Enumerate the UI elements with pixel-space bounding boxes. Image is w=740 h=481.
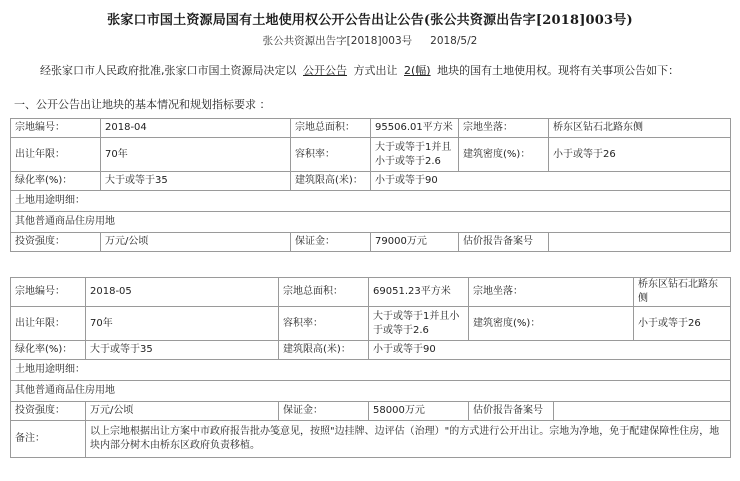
label-deposit: 保证金：: [279, 402, 369, 421]
label-plot-number: 宗地编号：: [11, 119, 101, 138]
plot-count: 2(幅): [404, 64, 431, 77]
doc-number: 张公共资源出告字[2018]003号: [262, 35, 413, 47]
value-remarks: 以上宗地根据出让方案中市政府报告批办笺意见，按照"边挂牌、边评估（治理）"的方式进行公开出让。宗地为净地，免于配建保障性住房，地块内部分树木由桥东区政府负责移植。: [86, 421, 731, 458]
value-plot-ratio: 大于或等于1并且小于或等于2.6: [371, 138, 459, 172]
value-deposit: 79000万元: [371, 233, 459, 252]
plot-table-2018-04: [10, 118, 731, 252]
value-density: 小于或等于26: [549, 138, 731, 172]
label-appraisal: 估价报告备案号: [469, 402, 554, 421]
intro-prefix: 经张家口市人民政府批准,张家口市国土资源局决定以: [40, 64, 297, 77]
value-location: 桥东区钻石北路东侧: [549, 119, 731, 138]
doc-info-line: [0, 33, 740, 48]
section-heading: 一、公开公告出让地块的基本情况和规划指标要求 ：: [14, 98, 271, 111]
value-density: 小于或等于26: [634, 307, 731, 341]
label-total-area: 宗地总面积：: [291, 119, 371, 138]
value-investment: 万元/公顷: [86, 402, 279, 421]
page-title: 张家口市国土资源局国有土地使用权公开公告出让公告(张公共资源出告字[2018]003号): [107, 13, 633, 28]
value-deposit: 58000万元: [369, 402, 469, 421]
value-term: 70年: [101, 138, 291, 172]
table-row: [11, 191, 731, 212]
plot-table-2018-05: [10, 277, 731, 458]
label-location: 宗地坐落：: [469, 278, 634, 307]
table-row: [11, 402, 731, 421]
label-total-area: 宗地总面积：: [279, 278, 369, 307]
value-term: 70年: [86, 307, 279, 341]
label-investment: 投资强度：: [11, 402, 86, 421]
value-plot-number: 2018-04: [101, 119, 291, 138]
label-height-limit: 建筑限高(米)：: [291, 172, 371, 191]
label-land-use: 土地用途明细：: [11, 191, 731, 212]
table-row: [11, 341, 731, 360]
label-deposit: 保证金：: [291, 233, 371, 252]
label-plot-ratio: 容积率：: [291, 138, 371, 172]
label-density: 建筑密度(%)：: [469, 307, 634, 341]
label-location: 宗地坐落：: [459, 119, 549, 138]
intro-middle: 方式出让: [353, 64, 398, 77]
value-land-use: 其他普通商品住房用地: [11, 212, 731, 233]
value-height-limit: 小于或等于90: [369, 341, 731, 360]
label-appraisal: 估价报告备案号: [459, 233, 549, 252]
table-row: [11, 138, 731, 172]
intro-suffix: 地块的国有土地使用权。现将有关事项公告如下：: [437, 64, 680, 77]
value-location: 桥东区钻石北路东侧: [634, 278, 731, 307]
table-row: [11, 360, 731, 381]
value-appraisal: [549, 233, 731, 252]
value-green-rate: 大于或等于35: [101, 172, 291, 191]
value-total-area: 95506.01平方米: [371, 119, 459, 138]
intro-paragraph: [40, 62, 679, 78]
table-row: [11, 307, 731, 341]
value-green-rate: 大于或等于35: [86, 341, 279, 360]
table-row: [11, 421, 731, 458]
table-row: [11, 119, 731, 138]
label-remarks: 备注：: [11, 421, 86, 458]
table-row: [11, 278, 731, 307]
table-row: [11, 212, 731, 233]
value-height-limit: 小于或等于90: [371, 172, 731, 191]
label-investment: 投资强度：: [11, 233, 101, 252]
publish-date: 2018/5/2: [430, 35, 478, 47]
label-height-limit: 建筑限高(米)：: [279, 341, 369, 360]
table-row: [11, 172, 731, 191]
value-plot-number: 2018-05: [86, 278, 279, 307]
value-land-use: 其他普通商品住房用地: [11, 381, 731, 402]
label-green-rate: 绿化率(%)：: [11, 172, 101, 191]
table-row: [11, 381, 731, 402]
label-plot-ratio: 容积率：: [279, 307, 369, 341]
transfer-method: 公开公告: [303, 64, 347, 77]
value-investment: 万元/公顷: [101, 233, 291, 252]
label-plot-number: 宗地编号：: [11, 278, 86, 307]
label-land-use: 土地用途明细：: [11, 360, 731, 381]
table-row: [11, 233, 731, 252]
value-appraisal: [554, 402, 731, 421]
value-plot-ratio: 大于或等于1并且小于或等于2.6: [369, 307, 469, 341]
label-term: 出让年限：: [11, 307, 86, 341]
label-green-rate: 绿化率(%)：: [11, 341, 86, 360]
label-term: 出让年限：: [11, 138, 101, 172]
label-density: 建筑密度(%)：: [459, 138, 549, 172]
value-total-area: 69051.23平方米: [369, 278, 469, 307]
